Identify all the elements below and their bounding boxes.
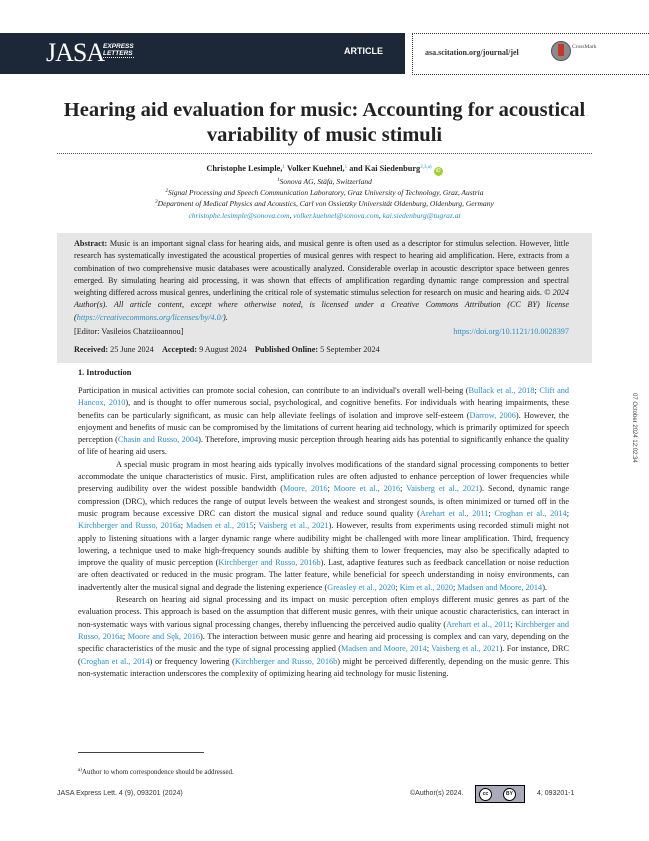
header-info-box [412,33,649,75]
paragraph-text: ). For instance, DRC ( [78,644,569,666]
paragraph [78,385,569,459]
license-end: ). [223,312,228,322]
license-text: © 2024 Author(s). All article content, except where otherwise noted, is licensed under a Creative Commons Attribution (CC BY) license ( [74,288,569,322]
citation-link[interactable]: Kirchberger and Russo, 2016a [78,619,570,641]
journal-logo-subtitle [103,43,134,58]
paragraph-text: ). Therefore, improving music perception through hearing aids has potential to significantly enhance the quality of life of hearing aid users. [78,435,569,457]
paragraph-text: ; [327,484,334,494]
affiliation-number: 2 [165,189,168,194]
author-name: Volker Kuehnel, [286,164,345,173]
article-type-label: ARTICLE [344,46,383,56]
citation-link[interactable]: Bullack et al., 2018 [468,386,535,395]
affiliation [60,198,589,209]
journal-header-bar [0,33,405,74]
paragraph-text: ; [488,508,495,518]
paragraph [78,459,569,594]
affiliation-text: Sonova AG, Stäfa, Switzerland [279,177,372,186]
citation-link[interactable]: Moore and Sęk, 2016 [127,631,201,641]
citation-link[interactable]: Kirchberger and Russo, 2016b [234,656,338,666]
received-date: 25 June 2024 [108,345,154,354]
citation-link[interactable]: Arehart et al., 2011 [446,619,511,629]
paragraph-text: ). Second, dynamic range compression (DRC), which reduces the range of output levels between the weakest and strongest sounds, is often minimized or turned off in the music program because excessive DRC can distort the musical signal and reduce sound quality ( [78,484,570,518]
paragraph [78,594,569,680]
paragraph-text: ) might be perceived differently, depending on the music genre. This non-systematic interaction underscores the complexity of optimizing hearing aid technology for music listening. [78,656,569,678]
footer-page-number: 4, 093201-1 [537,790,575,797]
journal-url-link[interactable]: asa.scitation.org/journal/jel [425,48,519,57]
author-list [60,163,589,176]
footnote-marker: a) [78,768,82,773]
license-link[interactable]: https://creativecommons.org/licenses/by/4.0/ [76,312,224,322]
abstract-label: Abstract: [74,239,108,248]
paragraph-text: ; [510,619,516,629]
citation-link[interactable]: Vaisberg et al., 2021 [431,644,500,654]
citation-link[interactable]: Vaisberg et al., 2021 [406,484,480,494]
body-text [78,385,569,680]
email-link[interactable]: christophe.lesimple@sonova.com [188,211,290,220]
affiliation [60,176,589,187]
crossmark-button[interactable] [551,41,649,65]
logo-sub2: LETTERS [103,50,133,57]
paragraph-text: ). The interaction between music genre and hearing aid processing is complex and can vary, depending on the specific characteristics of the music and the type of signal processing applied ( [78,631,569,654]
crossmark-label: CrossMark [572,44,597,50]
footer-citation: JASA Express Lett. 4 (9), 093201 (2024) [57,790,183,797]
abstract-text [74,238,569,324]
crossmark-icon [551,41,571,61]
author-name: and Kai Siedenburg [349,164,421,173]
citation-link[interactable]: Arehart et al., 2011 [419,508,489,518]
published-label: Published Online: [255,345,319,354]
orcid-icon[interactable]: iD [434,167,443,176]
paragraph-text: ; [566,508,569,518]
section-heading-introduction: 1. Introduction [78,368,132,377]
footer-copyright: ©Author(s) 2024. [410,790,464,797]
paragraph-text: ). However, the enjoyment and benefits of music can be compromised by the limitations of current hearing aid technology, which is primarily optimized for speech perception ( [78,410,569,445]
paragraph-text: ) or frequency lowering ( [149,656,235,666]
paragraph-text: ; [122,631,128,641]
citation-link[interactable]: Madsen et al., 2015 [186,521,254,531]
paragraph-text: Research on hearing aid signal processing and its impact on music perception often employs different music genres as part of the evaluation process. This approach is based on the assumption that different music genres, with their unique acoustic characteristics, can interact in non-systematic ways with various signal processing changes, thereby influencing the perceived audio quality ( [78,595,569,629]
affiliation-number: 1 [277,178,280,183]
logo-sub1: EXPRESS [103,43,134,50]
paragraph-text: ; [534,386,540,395]
footnote-text: Author to whom correspondence should be addressed. [81,768,234,776]
paper-title: Hearing aid evaluation for music: Accounting for acoustical variability of music stimuli [63,99,586,146]
paragraph-text: ). Last, adaptive features such as feedback cancellation or noise reduction are often deactivated or reduced in the music program. The latter feature, while beneficial for speech understanding in noisy environments, can inadvertently alter the musical signal and degrade the listening experience ( [78,558,569,592]
paragraph-text: ). However, results from experiments using recorded stimuli might not apply to listening situations with a larger dynamic range where audibility might be challenged with more linear amplification. Third, frequency lowering, a technique used to make high-frequency sounds audible by shifting them to lower frequencies, may also be specifically adapted to improve the quality of music perception ( [78,521,570,568]
author-emails: christophe.lesimple@sonova.com, volker.kuehnel@sonova.com, kai.siedenburg@tugraz.at [188,211,461,220]
affiliation-text: Signal Processing and Speech Communication Laboratory, Graz University of Technology, Graz, Austria [167,188,484,197]
citation-link[interactable]: Darrow, 2006 [469,410,516,420]
citation-link[interactable]: Kirchberger and Russo, 2016b [218,558,321,568]
title-divider [57,153,592,154]
publication-dates [74,345,380,354]
affiliation [60,187,589,198]
citation-link[interactable]: Clift and Hancox, 2010 [78,386,569,408]
doi-link[interactable]: https://doi.org/10.1121/10.0028397 [453,327,569,336]
published-date: 5 September 2024 [318,345,380,354]
affiliation-text: Department of Medical Physics and Acoustics, Carl von Ossietzky Universität Oldenburg, Oldenburg, Germany [157,199,494,208]
paragraph-text: ), and is thought to offer numerous social, psychological, and cognitive benefits. For individuals with hearing impairments, these benefits can be particularly significant, as music can help alleviate feelings of isolation and improve self-esteem ( [78,398,569,420]
abstract-box [57,233,592,363]
by-icon: BY [503,788,516,801]
editor-note: [Editor: Vasileios Chatziioannou] [74,327,184,336]
author-name: Christophe Lesimple, [206,164,283,173]
accepted-date: 9 August 2024 [197,345,247,354]
paragraph-text: A special music program in most hearing aids typically involves modifications of the standard signal processing components to better accommodate the unique characteristics of music. First, amplification rules are often adjusted to enhance perception of lower frequencies while preserving audibility over the widest possible bandwidth ( [78,459,569,494]
download-timestamp: 07 October 2024 12:02:34 [631,393,637,463]
citation-link[interactable]: Kirchberger and Russo, 2016a [78,521,181,531]
journal-logo: JASA [46,38,105,67]
footnote-divider [78,752,204,753]
paragraph-text: ; [253,521,259,531]
citation-link[interactable]: Croghan et al., 2014 [80,656,150,666]
paragraph-text: ; [426,644,432,654]
cc-icon: cc [479,788,492,801]
paragraph-text: ; [453,582,458,592]
citation-link[interactable]: Chasin and Russo, 2004 [117,435,199,445]
citation-link[interactable]: Greasley et al., 2020 [327,582,396,592]
citation-link[interactable]: Madsen and Moore, 2014 [340,644,427,654]
author-affiliation-ref[interactable]: 1 [344,165,348,170]
paragraph-text: Participation in musical activities can promote social cohesion, can contribute to an individual's overall well-being ( [78,386,469,395]
received-label: Received: [74,345,109,354]
email-link[interactable]: kai.siedenburg@tugraz.at [382,211,461,220]
paragraph-text: ; [180,521,187,531]
cc-by-license-badge[interactable] [475,785,525,803]
paragraph-text: ; [400,484,407,494]
paragraph-text: ). [542,582,547,592]
author-affiliation-ref[interactable]: 2,3,a) [420,165,432,170]
citation-link[interactable]: Madsen and Moore, 2014 [457,582,543,592]
author-block [60,163,589,221]
paragraph-text: ; [395,582,400,592]
email-link[interactable]: volker.kuehnel@sonova.com [293,211,379,220]
accepted-label: Accepted: [162,345,198,354]
citation-link[interactable]: Croghan et al., 2014 [494,508,567,518]
citation-link[interactable]: Kim et al., 2020 [399,582,454,592]
citation-link[interactable]: Moore et al., 2016 [333,484,401,494]
author-affiliation-ref[interactable]: 1 [282,165,285,170]
citation-link[interactable]: Vaisberg et al., 2021 [258,521,329,531]
affiliation-number: 3 [155,200,158,205]
citation-link[interactable]: Moore, 2016 [282,484,328,494]
abstract-body: Music is an important signal class for hearing aids, and musical genre is often used as a descriptor for stimulus selection. However, little research has systematically investigated the acoustical properties of musical genres with respect to hearing aid amplification. Here, extracts from a combination of two comprehensive music databases were acoustically analyzed. Considerable overlap in acoustic descriptor space between genres emerged. By simulating hearing aid processing, it was shown that effects of amplification regarding dynamic range compression and spectral weighting differed across musical genres, underlining the critical role of systematic stimulus selection for research on music and hearing aids. [74,239,569,298]
footnote [78,768,234,776]
